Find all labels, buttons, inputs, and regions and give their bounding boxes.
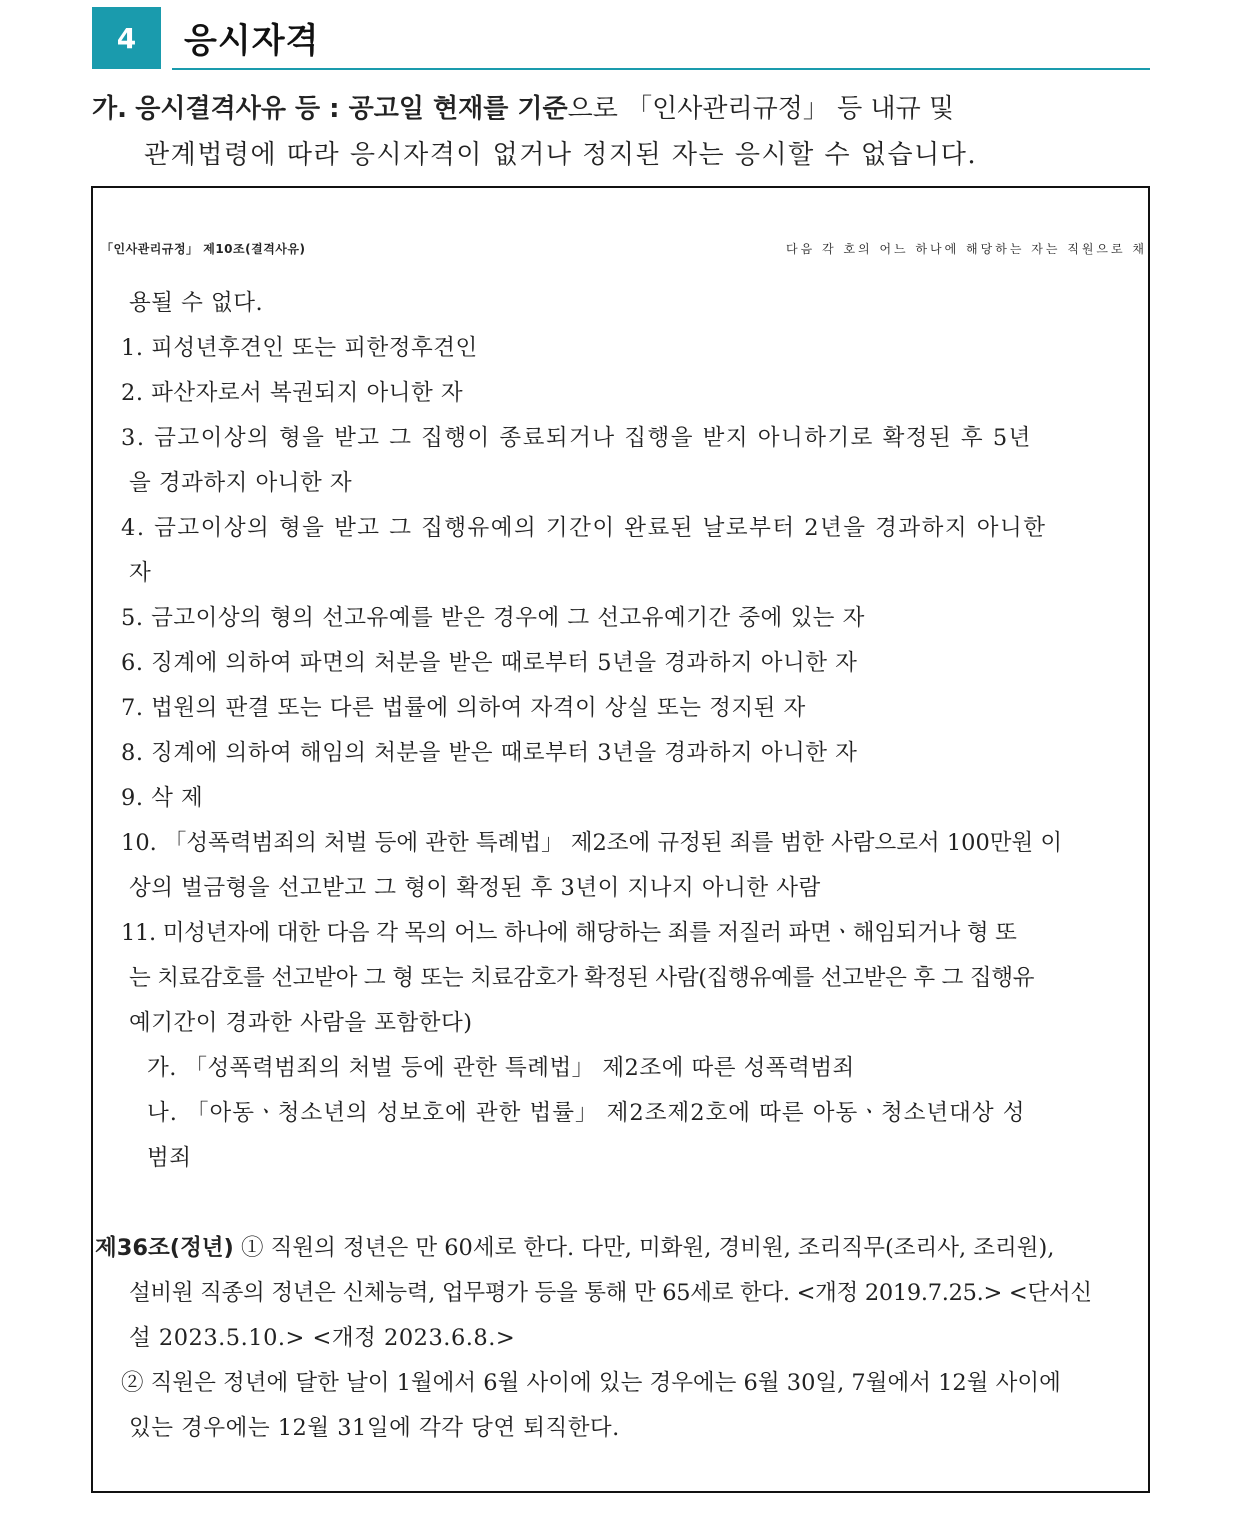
section-number-badge: 4 bbox=[92, 7, 161, 69]
list-item-2: 2. 파산자로서 복권되지 아니한 자 bbox=[121, 380, 464, 406]
intro-paragraph bbox=[92, 86, 1150, 178]
list-item-4b: 자 bbox=[129, 560, 152, 586]
section-header bbox=[92, 7, 1150, 71]
list-item-3b: 을 경과하지 아니한 자 bbox=[129, 470, 353, 496]
article10-text-line1: 다음 각 호의 어느 하나에 해당하는 자는 직원으로 채 bbox=[786, 242, 1147, 256]
list-item-6: 6. 징계에 의하여 파면의 처분을 받은 때로부터 5년을 경과하지 아니한 자 bbox=[121, 650, 858, 676]
article36-p1-line2: 설비원 직종의 정년은 신체능력, 업무평가 등을 통해 만 65세로 한다. <개정 2019.7.25.> <단서신 bbox=[129, 1280, 1092, 1306]
list-item-11a: 11. 미성년자에 대한 다음 각 목의 어느 하나에 해당하는 죄를 저질러 파면ㆍ해임되거나 형 또 bbox=[121, 920, 1017, 946]
list-item-11c: 예기간이 경과한 사람을 포함한다) bbox=[129, 1010, 473, 1036]
list-item-4a: 4. 금고이상의 형을 받고 그 집행유예의 기간이 완료된 날로부터 2년을 경과하지 아니한 bbox=[121, 515, 1047, 541]
intro-bold-text: 응시결격사유 등 : 공고일 현재를 기준 bbox=[135, 94, 568, 124]
list-item-1: 1. 피성년후견인 또는 피한정후견인 bbox=[121, 335, 478, 361]
list-item-10a: 10. 「성폭력범죄의 처벌 등에 관한 특례법」 제2조에 규정된 죄를 범한 사람으로서 100만원 이 bbox=[121, 830, 1063, 856]
intro-lead bbox=[92, 86, 954, 132]
article10-title: 「인사관리규정」 제10조(결격사유) bbox=[101, 242, 306, 256]
section-underline bbox=[172, 68, 1150, 70]
article36-p2-line2: 있는 경우에는 12월 31일에 각각 당연 퇴직한다. bbox=[129, 1415, 620, 1441]
sub-item-na-line1: 나. 「아동ㆍ청소년의 성보호에 관한 법률」 제2조제2호에 따른 아동ㆍ청소년대상 성 bbox=[147, 1100, 1026, 1126]
article36-line1 bbox=[95, 1230, 1054, 1262]
regulation-box bbox=[91, 186, 1150, 1493]
sub-item-na-line2: 범죄 bbox=[147, 1145, 192, 1171]
section-title: 응시자격 bbox=[184, 21, 320, 61]
list-item-3a: 3. 금고이상의 형을 받고 그 집행이 종료되거나 집행을 받지 아니하기로 확정된 후 5년 bbox=[121, 425, 1032, 451]
article10-text-line2: 용될 수 없다. bbox=[129, 290, 264, 316]
intro-label: 가. bbox=[92, 94, 127, 124]
article36-title: 제36조(정년) bbox=[95, 1235, 234, 1261]
list-item-7: 7. 법원의 판결 또는 다른 법률에 의하여 자격이 상실 또는 정지된 자 bbox=[121, 695, 806, 721]
list-item-10b: 상의 벌금형을 선고받고 그 형이 확정된 후 3년이 지나지 아니한 사람 bbox=[129, 875, 821, 901]
intro-line-1 bbox=[92, 86, 1150, 132]
list-item-9: 9. 삭 제 bbox=[121, 785, 204, 811]
article10-heading-line bbox=[101, 240, 1147, 257]
article36-p1-line1: ① 직원의 정년은 만 60세로 한다. 다만, 미화원, 경비원, 조리직무(조리사, 조리원), bbox=[240, 1235, 1055, 1261]
article36-p2-line1: ② 직원은 정년에 달한 날이 1월에서 6월 사이에 있는 경우에는 6월 30일, 7월에서 12월 사이에 bbox=[121, 1370, 1061, 1396]
article36-p1-line3: 설 2023.5.10.> <개정 2023.6.8.> bbox=[129, 1325, 516, 1351]
list-item-5: 5. 금고이상의 형의 선고유예를 받은 경우에 그 선고유예기간 중에 있는 자 bbox=[121, 605, 865, 631]
intro-rest-text: 으로 「인사관리규정」 등 내규 및 bbox=[567, 94, 955, 124]
list-item-8: 8. 징계에 의하여 해임의 처분을 받은 때로부터 3년을 경과하지 아니한 자 bbox=[121, 740, 858, 766]
sub-item-ga: 가. 「성폭력범죄의 처벌 등에 관한 특례법」 제2조에 따른 성폭력범죄 bbox=[147, 1055, 855, 1081]
intro-line-2: 관계법령에 따라 응시자격이 없거나 정지된 자는 응시할 수 없습니다. bbox=[144, 140, 978, 170]
list-item-11b: 는 치료감호를 선고받아 그 형 또는 치료감호가 확정된 사람(집행유예를 선고받은 후 그 집행유 bbox=[129, 965, 1035, 991]
